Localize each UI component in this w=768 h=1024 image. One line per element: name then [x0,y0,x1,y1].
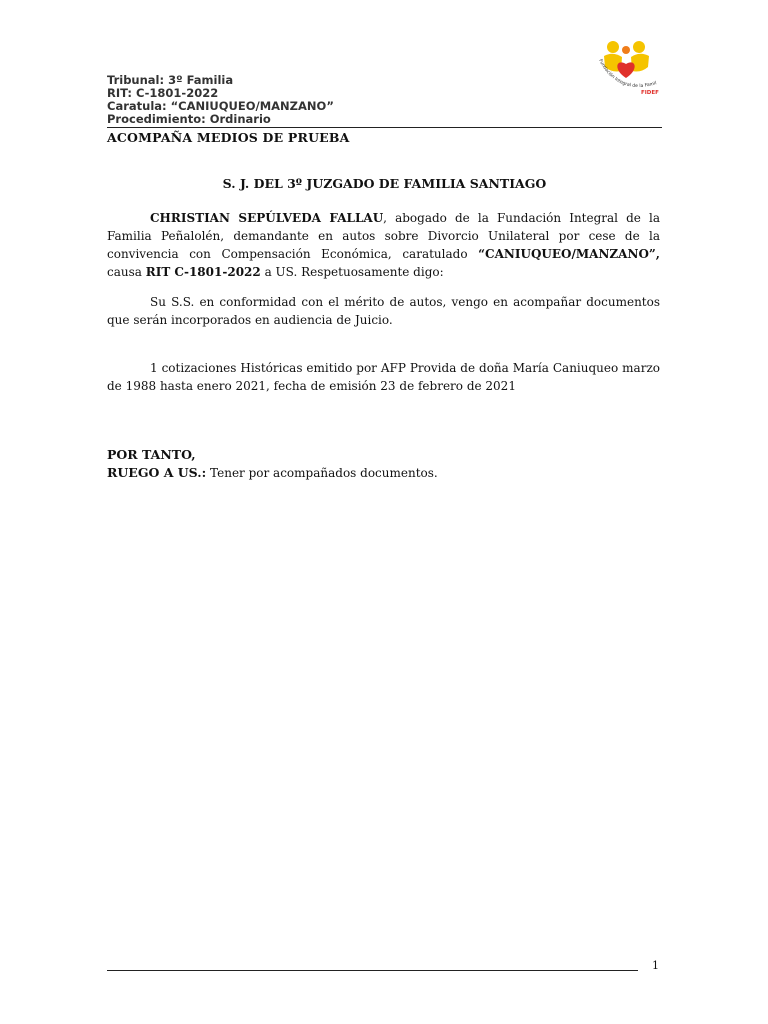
logo-caption: Fundación Integral de la Famil [597,58,658,90]
footer-divider [107,970,638,971]
caratula-line: Caratula: “CANIUQUEO/MANZANO” [107,99,334,113]
procedimiento-line: Procedimiento: Ordinario [107,112,271,126]
court-salutation: S. J. DEL 3º JUZGADO DE FAMILIA SANTIAGO [222,176,547,191]
logo-acronym: FIDEF [641,90,659,96]
documents-text: 1 cotizaciones Históricas emitido por AFP Provida de doña María Caniuqueo marzo de 1988 hasta enero 2021, fecha de emisión 23 de febrero de 2021 [107,361,660,393]
rit-line: RIT: C-1801-2022 [107,86,219,100]
ruego-label: RUEGO A US.: [107,465,207,480]
header-divider [107,127,662,128]
page-number: 1 [652,959,659,972]
intro-text-b: causa [107,265,146,279]
fidef-logo [591,36,663,96]
ruego-text: Tener por acompañados documentos. [206,466,438,480]
case-caratulado: “CANIUQUEO/MANZANO”, [478,247,660,261]
paragraph-documents [107,359,660,395]
case-rit: RIT C-1801-2022 [145,265,261,279]
intro-text-c: a US. Respetuosamente digo: [260,265,444,279]
tribunal-line: Tribunal: 3º Familia [107,73,234,87]
intro-text-a: , abogado de la Fundación Integral de la Familia Peñalolén, demandante en autos sobre Divorcio Unilateral por cese de la convivencia con Compensación Económica, caratulado [107,211,660,261]
closing-block [107,446,660,482]
paragraph-introduction [107,209,660,281]
por-tanto: POR TANTO, [107,447,196,462]
lawyer-name: CHRISTIAN SEPÚLVEDA FALLAU [150,211,384,225]
case-header [107,74,627,126]
paragraph-request [107,293,660,329]
family-logo-icon [591,36,663,96]
ruego-line [107,464,660,482]
document-subject: ACOMPAÑA MEDIOS DE PRUEBA [107,130,350,145]
request-text: Su S.S. en conformidad con el mérito de autos, vengo en acompañar documentos que serán incorporados en audiencia de Juicio. [107,295,660,327]
